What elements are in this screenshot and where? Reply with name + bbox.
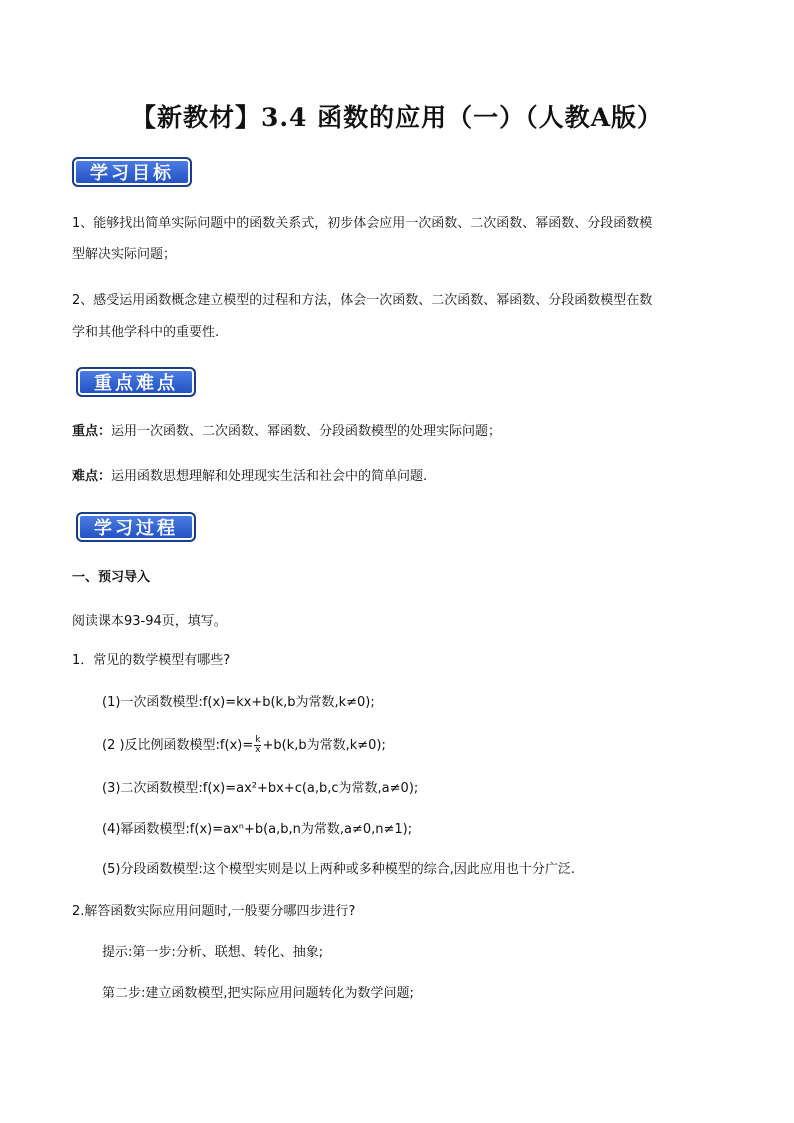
difficulty-label: 难点： — [72, 469, 112, 484]
objective-1-line-2: 型解决实际问题； — [72, 247, 177, 262]
question-2: 2.解答函数实际应用问题时,一般要分哪四步进行? — [72, 904, 356, 919]
fraction-denominator: x — [255, 745, 261, 755]
focus-line — [72, 423, 501, 441]
focus-label: 重点： — [72, 424, 112, 439]
fraction-numerator: k — [255, 735, 261, 745]
objectives-tag: 学习目标 — [72, 157, 192, 187]
model-inverse-suffix: +b(k,b为常数,k≠0); — [262, 738, 386, 753]
objective-1-line-1: 1、能够找出简单实际问题中的函数关系式，初步体会应用一次函数、二次函数、幂函数、分段函数模 — [72, 216, 653, 231]
objective-2-line-1: 2、感受运用函数概念建立模型的过程和方法，体会一次函数、二次函数、幂函数、分段函数模型在数 — [72, 293, 653, 308]
model-inverse — [102, 736, 386, 755]
difficulty-text: 运用函数思想理解和处理现实生活和社会中的简单问题. — [111, 469, 428, 484]
document-title: 【新教材】3.4 函数的应用（一）（人教A版） — [130, 103, 664, 132]
model-power: (4)幂函数模型:f(x)=axⁿ+b(a,b,n为常数,a≠0,n≠1); — [102, 822, 413, 837]
reading-instruction: 阅读课本93-94页，填写。 — [72, 614, 227, 629]
key-points-tag: 重点难点 — [76, 367, 196, 397]
hint-step-2: 第二步:建立函数模型,把实际应用问题转化为数学问题; — [102, 986, 414, 1001]
model-inverse-prefix: (2 )反比例函数模型:f(x)= — [102, 738, 254, 753]
focus-text: 运用一次函数、二次函数、幂函数、分段函数模型的处理实际问题； — [111, 424, 502, 439]
section-preview-heading: 一、预习导入 — [72, 570, 151, 585]
process-tag: 学习过程 — [76, 512, 196, 542]
fraction-k-over-x — [254, 736, 261, 755]
difficulty-line — [72, 468, 427, 486]
model-piecewise: (5)分段函数模型:这个模型实则是以上两种或多种模型的综合,因此应用也十分广泛. — [102, 862, 576, 877]
objective-2-line-2: 学和其他学科中的重要性. — [72, 325, 220, 340]
model-linear: (1)一次函数模型:f(x)=kx+b(k,b为常数,k≠0); — [102, 695, 375, 710]
hint-step-1: 提示:第一步:分析、联想、转化、抽象; — [102, 945, 324, 960]
question-1: 1．常见的数学模型有哪些? — [72, 653, 231, 668]
model-quadratic: (3)二次函数模型:f(x)=ax²+bx+c(a,b,c为常数,a≠0); — [102, 781, 419, 796]
